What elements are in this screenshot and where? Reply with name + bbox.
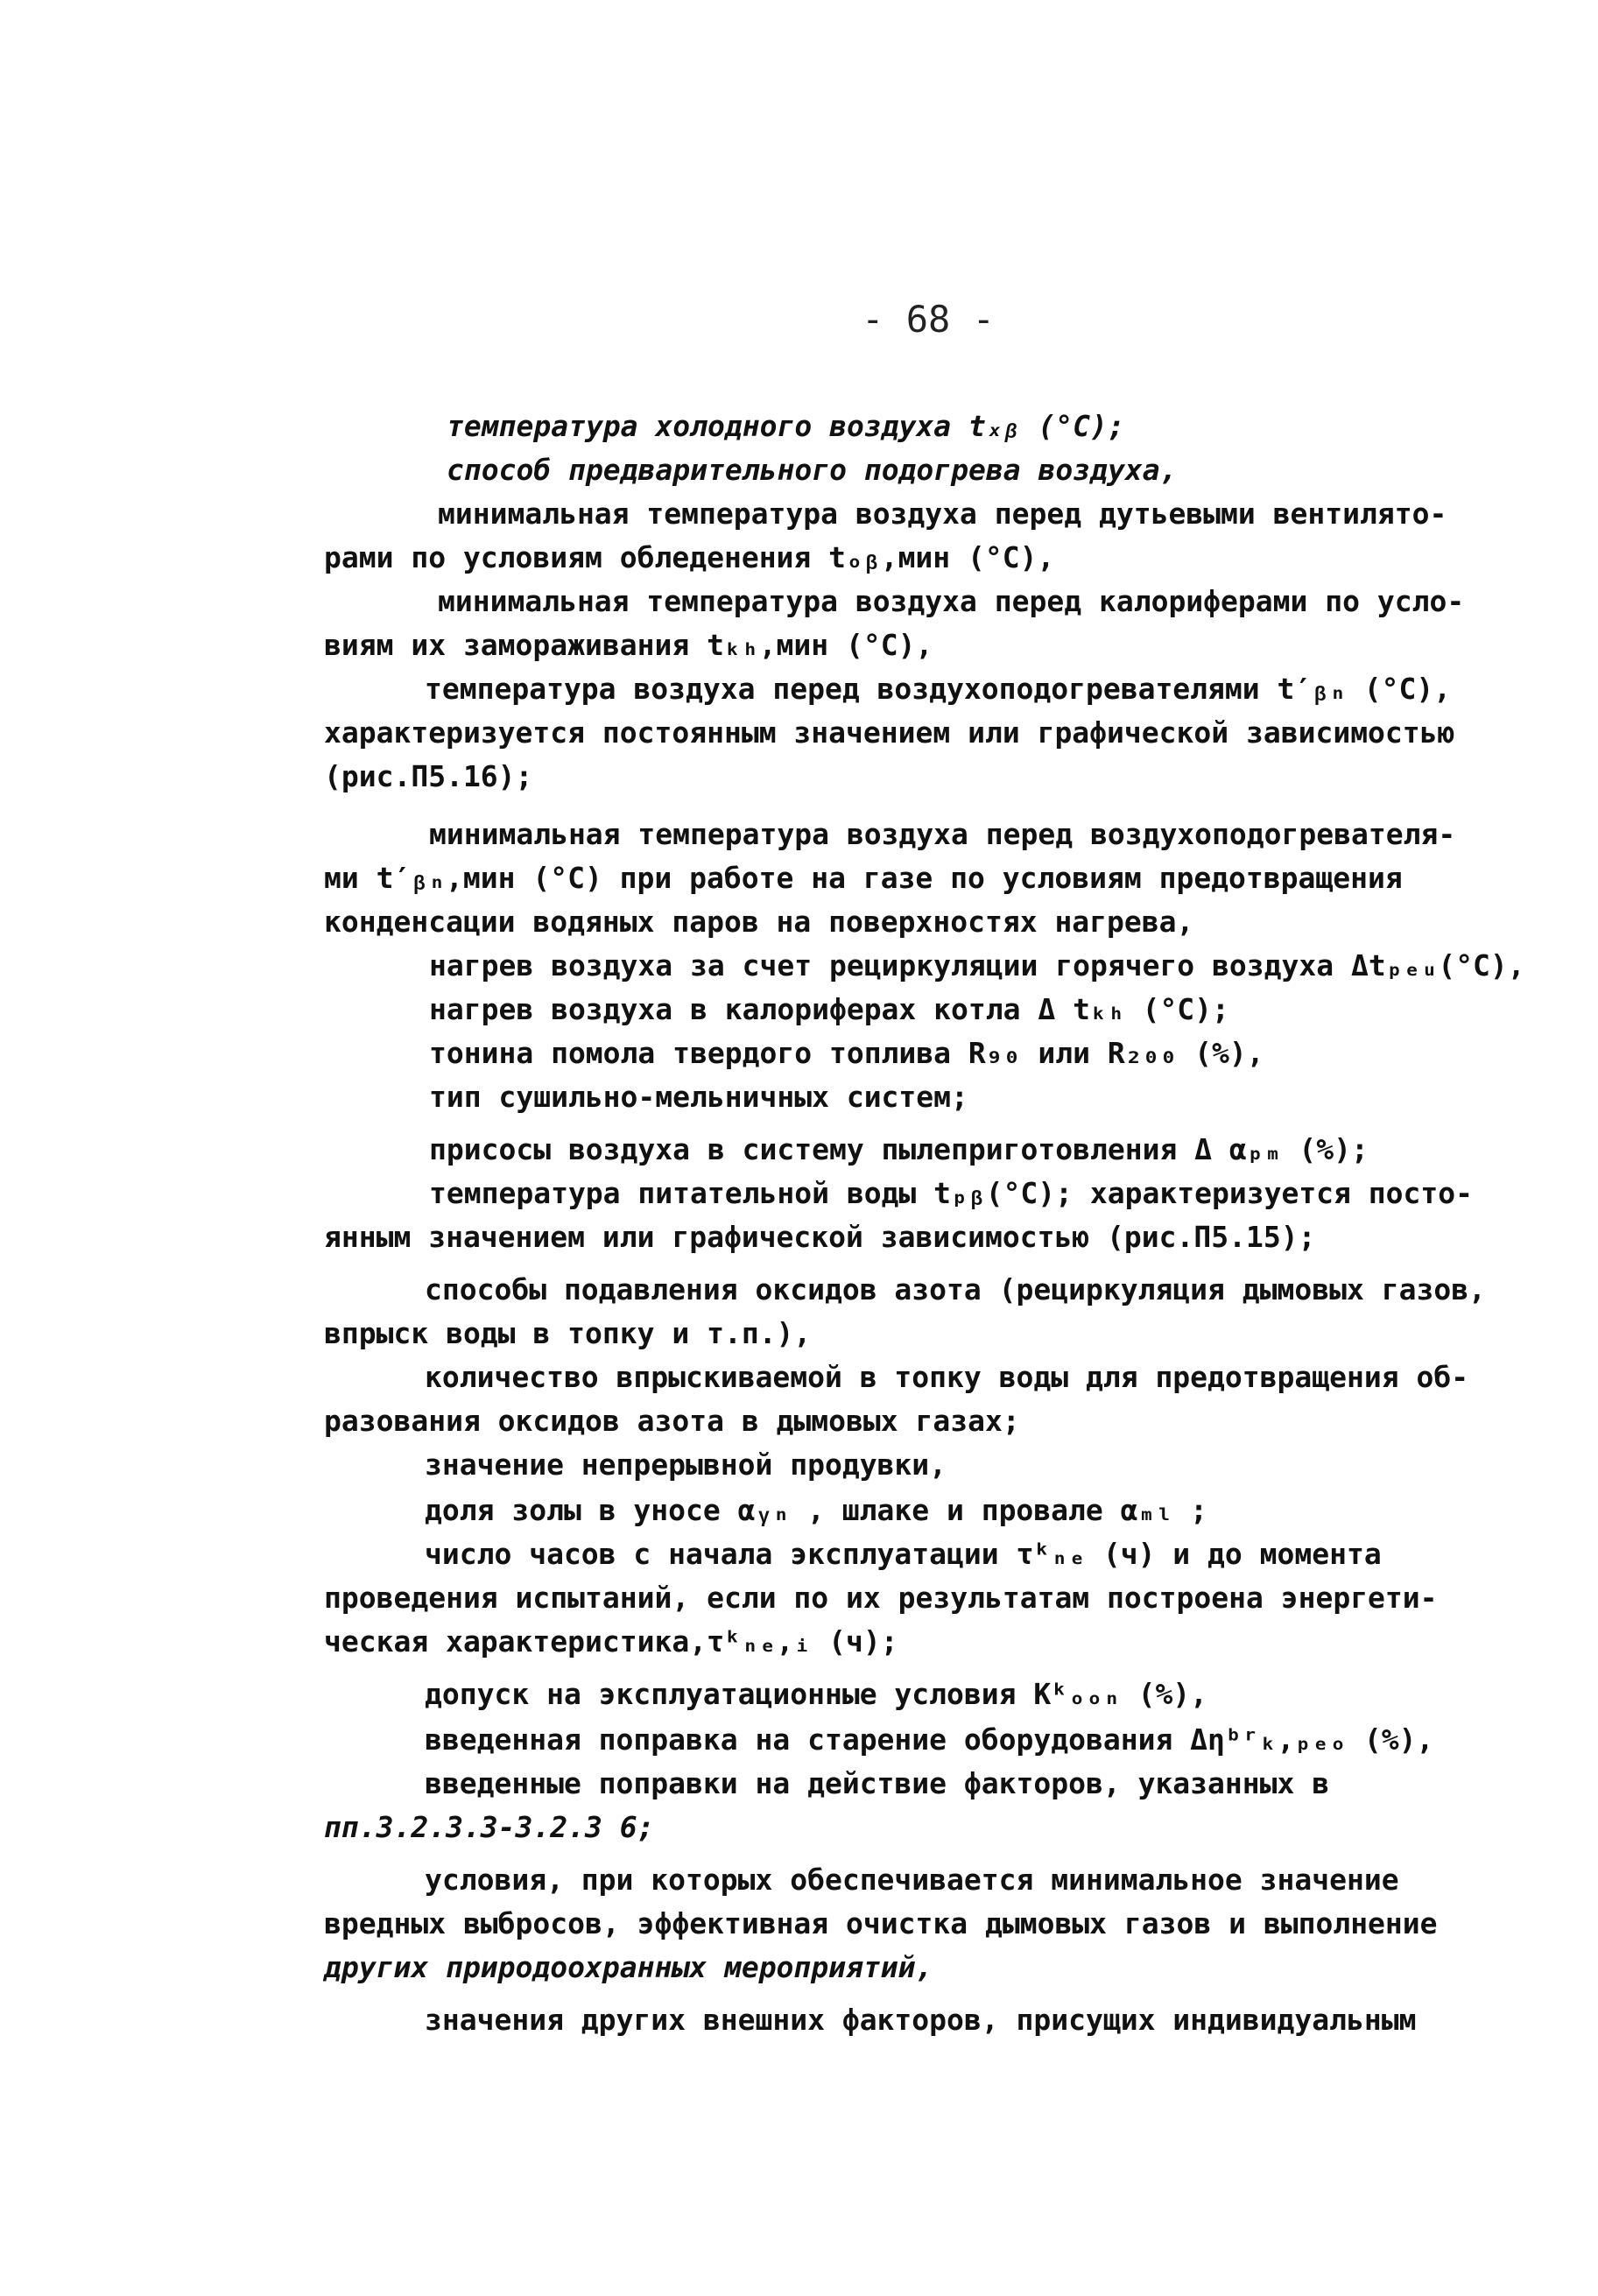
text-line: присосы воздуха в систему пылеприготовления Δ αₚₘ (%); [429, 1132, 1369, 1166]
text-line: способ предварительного подогрева воздуха, [447, 453, 1178, 487]
text-line: впрыск воды в топку и т.п.), [324, 1316, 812, 1350]
text-line: число часов с начала эксплуатации τᵏₙₑ (ч) и до момента [425, 1537, 1382, 1571]
text-line: других природоохранных мероприятий, [324, 1950, 933, 1984]
text-line: тип сушильно-мельничных систем; [429, 1080, 968, 1114]
text-line: температура воздуха перед воздухоподогревателями t′ᵦₙ (°C), [425, 672, 1452, 706]
text-line: условия, при которых обеспечивается минимальное значение [425, 1863, 1399, 1897]
page-number: - 68 - [862, 298, 995, 341]
text-line: конденсации водяных паров на поверхностях нагрева, [324, 905, 1194, 939]
text-line: способы подавления оксидов азота (рециркуляция дымовых газов, [425, 1272, 1486, 1306]
text-line: значения других внешних факторов, присущих индивидуальным [425, 2003, 1417, 2037]
text-line: температура холодного воздуха tₓᵦ (°C); [447, 409, 1125, 443]
text-line: введенная поправка на старение оборудования Δηᵇʳₖ,ₚₑₒ (%), [425, 1722, 1434, 1757]
text-line: рами по условиям обледенения tₒᵦ,мин (°C), [324, 540, 1055, 574]
text-line: минимальная температура воздуха перед калориферами по усло- [438, 584, 1465, 618]
text-line: минимальная температура воздуха перед воздухоподогревателя- [429, 817, 1456, 851]
text-line: янным значением или графической зависимостью (рис.П5.15); [324, 1220, 1316, 1254]
text-line: нагрев воздуха в калориферах котла Δ tₖₕ (°C); [429, 992, 1229, 1026]
text-line: значение непрерывной продувки, [425, 1447, 947, 1482]
text-line: характеризуется постоянным значением или графической зависимостью [324, 715, 1455, 750]
text-line: количество впрыскиваемой в топку воды для предотвращения об- [425, 1360, 1469, 1394]
text-line: проведения испытаний, если по их результатам построена энергети- [324, 1581, 1438, 1615]
text-line: ми t′ᵦₙ,мин (°C) при работе на газе по условиям предотвращения [324, 861, 1403, 895]
text-line: нагрев воздуха за счет рециркуляции горячего воздуха Δtₚₑᵤ(°C), [429, 948, 1525, 982]
text-line: пп.3.2.3.3-3.2.3 6; [324, 1810, 655, 1844]
text-line: допуск на эксплуатационные условия Kᵏₒₒₙ (%), [425, 1677, 1208, 1711]
text-line: вредных выбросов, эффективная очистка дымовых газов и выполнение [324, 1906, 1438, 1940]
text-line: температура питательной воды tₚᵦ(°C); характеризуется посто- [429, 1176, 1473, 1210]
text-line: доля золы в уносе αᵧₙ , шлаке и провале αₘₗ ; [425, 1493, 1207, 1527]
text-line: тонина помола твердого топлива R₉₀ или R₂₀₀ (%), [429, 1036, 1264, 1070]
text-line: виям их замораживания tₖₕ,мин (°C), [324, 628, 933, 662]
text-line: (рис.П5.16); [324, 759, 533, 793]
text-line: разования оксидов азота в дымовых газах; [324, 1404, 1020, 1438]
text-line: введенные поправки на действие факторов, указанных в [425, 1766, 1330, 1800]
text-line: ческая характеристика,τᵏₙₑ,ᵢ (ч); [324, 1624, 898, 1659]
text-line: минимальная температура воздуха перед дутьевыми вентилято- [438, 497, 1447, 531]
